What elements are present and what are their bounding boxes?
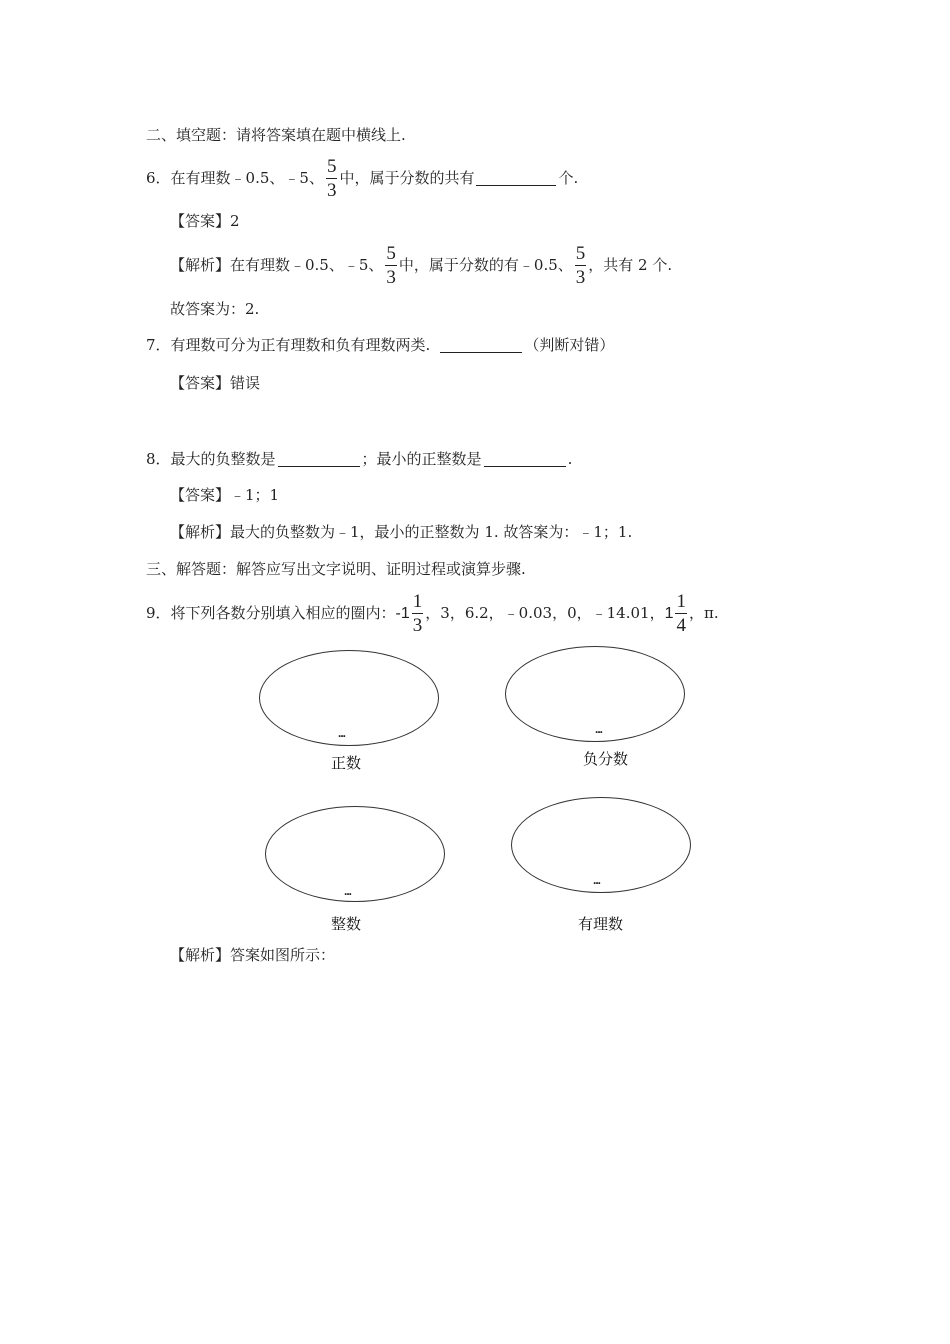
section-2-heading: 二、填空题：请将答案填在题中横线上. bbox=[146, 126, 406, 144]
section-3-heading: 三、解答题：解答应写出文字说明、证明过程或演算步骤. bbox=[146, 560, 526, 578]
q6-conclusion: 故答案为：2. bbox=[170, 300, 260, 318]
mixed-number-int: -1 bbox=[395, 604, 410, 622]
question-6: 6．在有理数﹣0.5、﹣5、 $\frac{5}{3}$ 中，属于分数的共有 个. bbox=[146, 156, 579, 201]
q6-answer-blank[interactable] bbox=[476, 171, 556, 186]
ellipsis: ... bbox=[595, 722, 603, 736]
fraction-1-4: $\frac{1}{4}$ bbox=[676, 591, 686, 636]
q6-suffix: 中，属于分数的共有 bbox=[339, 169, 475, 187]
fraction-5-3: $\frac{5}{3}$ bbox=[386, 243, 396, 288]
circle-label-integer: 整数 bbox=[331, 915, 362, 933]
q8-blank-2[interactable] bbox=[484, 452, 566, 467]
circle-label-rational: 有理数 bbox=[578, 915, 624, 933]
fraction-1-3: $\frac{1}{3}$ bbox=[412, 591, 423, 636]
positive-numbers-circle bbox=[259, 650, 439, 746]
q8-blank-1[interactable] bbox=[278, 452, 360, 467]
ellipsis: ... bbox=[338, 726, 346, 740]
question-9: 9．将下列各数分别填入相应的圈内： -1 $\frac{1}{3}$ ，3，6.2，﹣0.03，0，﹣14.01， 1 $\frac{1}{4}$ ，π. bbox=[146, 591, 719, 636]
ellipsis: ... bbox=[344, 884, 352, 898]
circle-label-positive: 正数 bbox=[331, 754, 362, 772]
q6-prefix: 6．在有理数﹣0.5、﹣5、 bbox=[146, 169, 324, 187]
q8-answer: 【答案】﹣1；1 bbox=[170, 486, 280, 504]
q7-answer: 【答案】错误 bbox=[170, 374, 261, 392]
question-8: 8．最大的负整数是 ；最小的正整数是 . bbox=[146, 450, 573, 468]
circle-label-negative-fraction: 负分数 bbox=[583, 750, 629, 768]
q6-analysis: 【解析】在有理数﹣0.5、﹣5、 $\frac{5}{3}$ 中，属于分数的有﹣0.5、 $\frac{5}{3}$ ，共有 2 个. bbox=[170, 243, 673, 288]
fraction-5-3: $\frac{5}{3}$ bbox=[326, 156, 337, 201]
integers-circle bbox=[265, 806, 445, 902]
rational-numbers-circle bbox=[511, 797, 691, 893]
q6-answer: 【答案】2 bbox=[170, 212, 240, 230]
fraction-5-3: $\frac{5}{3}$ bbox=[575, 243, 586, 288]
q8-analysis: 【解析】最大的负整数为﹣1，最小的正整数为 1. 故答案为：﹣1；1. bbox=[170, 523, 633, 541]
mixed-number-int: 1 bbox=[664, 604, 674, 622]
ellipsis: ... bbox=[593, 873, 601, 887]
q7-answer-blank[interactable] bbox=[440, 338, 522, 353]
question-7: 7．有理数可分为正有理数和负有理数两类. （判断对错） bbox=[146, 336, 615, 354]
q9-analysis: 【解析】答案如图所示： bbox=[170, 946, 336, 964]
